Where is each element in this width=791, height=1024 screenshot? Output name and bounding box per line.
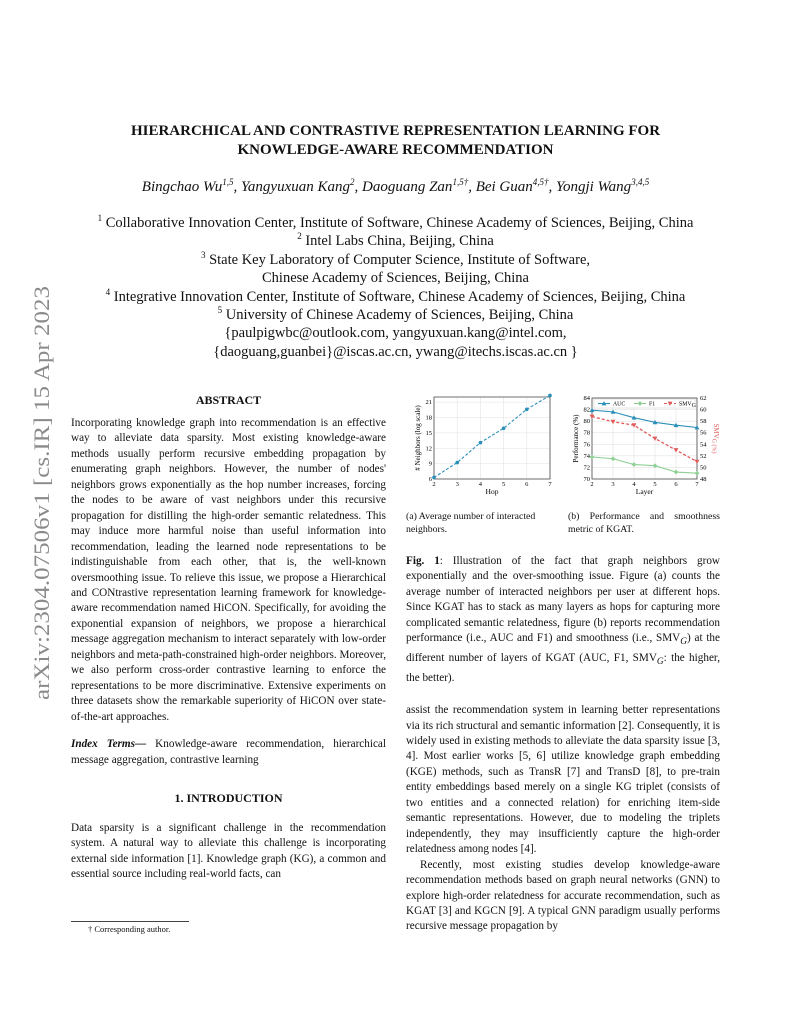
- affiliation-mark: 4: [105, 286, 111, 297]
- figure-caption-text: : Illustration of the fact that graph neighbors grow exponentially and the over-smoothing issue. Figure (a) counts the average number of interacted neighbors per user at different hops. Since KGAT has to stack as many layers as hops for capturing more complicated semantic relatedness, figure (b) reports recommendation performance (i.e., AUC and F1) and smoothness (i.e., $SMV_G$) at the different number of layers of KGAT (AUC, F1, $SMV_G$: the higher, the better).: [406, 555, 720, 684]
- x-tick-label: 4: [632, 481, 636, 488]
- y-right-tick-label: 58: [700, 418, 707, 426]
- y-axis-label: Performance (%): [572, 414, 580, 463]
- y-axis-label: # Neighbors (log scale): [414, 405, 422, 471]
- affiliation-text: Integrative Innovation Center, Institute of Software, Chinese Academy of Sciences, Beijing, China: [113, 288, 686, 305]
- affiliation-line: [70, 269, 721, 287]
- affiliation-line: [70, 232, 721, 250]
- legend-label: F1: [649, 401, 656, 408]
- x-tick-label: 3: [611, 481, 615, 488]
- data-point: [502, 426, 506, 430]
- y-tick-label: 72: [583, 464, 590, 472]
- author-name: Daoguang Zan: [362, 179, 453, 195]
- index-terms-label: Index Terms—: [71, 738, 147, 751]
- footnote: † Corresponding author.: [88, 924, 171, 934]
- subcaption-a: (a) Average number of interacted neighbors.: [406, 511, 536, 535]
- paper-title-line-2: KNOWLEDGE-AWARE RECOMMENDATION: [237, 142, 554, 158]
- affiliation-list: [70, 214, 721, 361]
- author-name: Yangyuxuan Kang: [240, 179, 350, 195]
- index-terms-text: Knowledge-aware recommendation, hierarchical message aggregation, contrastive learning: [71, 738, 386, 766]
- y-tick-label: 78: [583, 429, 590, 437]
- y-tick-label: 76: [583, 441, 590, 449]
- affiliation-text: University of Chinese Academy of Sciences, Beijing, China: [225, 307, 574, 324]
- affiliation-text: {daoguang,guanbei}@iscas.ac.cn, ywang@itechs.iscas.ac.cn }: [213, 343, 578, 360]
- figure-1: [406, 393, 720, 498]
- introduction-text: Data sparsity is a significant challenge in the recommendation system. A natural way to alleviate this challenge is incorporating external side information [1]. Knowledge graph (KG), a common and essential source including real-world facts, can: [71, 821, 386, 881]
- paper-title: [80, 122, 711, 160]
- y-right-tick-label: 62: [700, 395, 707, 402]
- x-tick-label: 6: [674, 481, 678, 488]
- y-right-tick-label: 48: [700, 476, 707, 483]
- x-axis-label: Layer: [635, 487, 654, 496]
- y-right-tick-label: 52: [700, 452, 707, 460]
- affiliation-text: Intel Labs China, Beijing, China: [305, 233, 494, 250]
- y-right-tick-label: 54: [700, 441, 707, 449]
- y-tick-label: 84: [583, 395, 590, 402]
- figure-subcaptions: [406, 510, 720, 540]
- y-tick-label: 9: [428, 460, 432, 468]
- affiliation-line: [70, 288, 721, 306]
- y-tick-label: 12: [425, 445, 432, 453]
- y-tick-label: 21: [425, 399, 432, 407]
- affiliation-text: Chinese Academy of Sciences, Beijing, China: [262, 270, 529, 287]
- x-tick-label: 5: [501, 481, 506, 488]
- author-affiliation-mark: 1,5: [222, 177, 234, 187]
- y-tick-label: 15: [425, 429, 432, 437]
- affiliation-line: [70, 251, 721, 269]
- affiliation-text: State Key Laboratory of Computer Science, Institute of Software,: [209, 251, 591, 268]
- chart-plot-area: [572, 395, 720, 496]
- y-right-tick-label: 50: [700, 464, 707, 472]
- right-column: [406, 393, 720, 935]
- paper-title-line-1: HIERARCHICAL AND CONTRASTIVE REPRESENTATION LEARNING FOR: [130, 123, 661, 139]
- x-tick-label: 5: [653, 481, 657, 488]
- author-affiliation-mark: 1,5†: [452, 177, 469, 187]
- author-name: Bei Guan: [475, 179, 533, 195]
- index-terms: [71, 737, 386, 768]
- chart-legend: [594, 399, 697, 409]
- y-tick-label: 74: [583, 452, 590, 460]
- left-column: [71, 393, 386, 883]
- legend-label: AUC: [613, 401, 626, 408]
- right-paragraph-2: Recently, most existing studies develop knowledge-aware recommendation methods based on graph neural networks (GNN) to explore high-order relatedness for accurate recommendation, such as KGAT [3] and KGCN [9]. A typical GNN paradigm usually performs recursive message propagation by: [406, 858, 720, 933]
- y-tick-label: 80: [583, 418, 590, 426]
- affiliation-mark: 3: [200, 249, 206, 260]
- data-point: [548, 394, 552, 398]
- x-tick-label: 2: [590, 481, 594, 488]
- y-tick-label: 82: [583, 406, 590, 414]
- figure-label: Fig. 1: [406, 555, 440, 567]
- y-tick-label: 18: [425, 414, 432, 422]
- data-point: [525, 408, 529, 412]
- y-right-axis-label: SMVG (%): [710, 423, 720, 454]
- data-point: [455, 461, 459, 465]
- abstract-text: Incorporating knowledge graph into recommendation is an effective way to alleviate data sparsity. Most existing knowledge-aware methods usually perform recursive embedding propagation by enumerating graph neighbors. However, the number of nodes' neighbors grows exponentially as the hop number increases, forcing the nodes to be aware of vast neighbors under this recursive propagation for distilling the high-order semantic relatedness. This may induce more harmful noise than useful information into recommendation, leading the learned node representations to be indistinguishable from each other, that is, the well-known oversmoothing issue. To relieve this issue, we propose a Hierarchical and CONtrastive representation learning framework for knowledge-aware recommendation named HiCON. Specifically, for avoiding the exponential expansion of neighbors, we propose a hierarchical message aggregation mechanism to interact separately with low-order neighbors and meta-path-constrained high-order neighbors. Moreover, we also perform cross-order contrastive learning to enforce the representations to be more discriminative. Extensive experiments on three datasets show the remarkable superiority of HiCON over state-of-the-art approaches.: [71, 417, 386, 723]
- right-paragraph-1: assist the recommendation system in learning better representations via its rich structural and semantic information [2]. Consequently, it is widely used in existing methods to alleviate the data sparsity issue [3, 4]. Most earlier works [5, 6] utilize knowledge graph embedding (KGE) methods, such as TransR [7] and TransD [8], to pre-train entity embeddings based merely on a single KG triplet (consists of two entities and a connected relation) for enriching item-side semantic representations. However, due to modeling the triplets independently, they may insufficiently capture the high-order relatedness among nodes [4].: [406, 704, 720, 856]
- chart-neighbors: [406, 393, 556, 498]
- affiliation-line: [70, 343, 721, 361]
- affiliation-line: [70, 324, 721, 342]
- x-tick-label: 7: [548, 481, 552, 488]
- x-axis-label: Hop: [485, 487, 499, 496]
- affiliation-text: Collaborative Innovation Center, Institute of Software, Chinese Academy of Sciences, Beijing, China: [105, 215, 694, 231]
- data-point: [479, 441, 483, 445]
- author-list: Bingchao Wu$^{1,5}$, Yangyuxuan Kang$^2$, Daoguang Zan$^{1,5\dagger}$, Bei Guan$^{4,5\dagger}$, Yongji Wang$^{3,4,5}$: [141, 177, 650, 195]
- x-tick-label: 6: [525, 481, 529, 488]
- chart-plot-area: [414, 394, 552, 496]
- y-tick-label: 6: [428, 476, 432, 483]
- author-affiliation-mark: 3,4,5: [631, 177, 650, 187]
- abstract-heading: ABSTRACT: [195, 393, 262, 407]
- affiliation-line: [70, 306, 721, 324]
- y-right-tick-label: 56: [700, 429, 707, 437]
- arxiv-stamp-svg: [18, 285, 62, 700]
- footnote-rule: [71, 921, 189, 922]
- figure-caption: [406, 554, 720, 686]
- x-tick-label: 7: [695, 481, 699, 488]
- chart-performance: [566, 393, 721, 498]
- author-name: Bingchao Wu: [141, 179, 223, 195]
- affiliation-mark: 1: [97, 213, 103, 224]
- data-point: [432, 476, 436, 480]
- affiliation-text: {paulpigwbc@outlook.com, yangyuxuan.kang@intel.com,: [224, 325, 567, 342]
- subcaption-b: (b) Performance and smoothness metric of KGAT.: [568, 511, 720, 535]
- author-name: Yongji Wang: [556, 179, 632, 195]
- x-tick-label: 3: [455, 481, 459, 488]
- x-tick-label: 4: [478, 481, 483, 488]
- y-tick-label: 70: [583, 476, 590, 483]
- introduction-heading: 1. INTRODUCTION: [174, 790, 283, 805]
- x-tick-label: 2: [432, 481, 436, 488]
- arxiv-stamp-text: arXiv:2304.07506v1 [cs.IR] 15 Apr 2023: [29, 335, 54, 700]
- affiliation-mark: 2: [297, 231, 302, 242]
- author-affiliation-mark: 4,5†: [532, 177, 549, 187]
- legend-label: SMVG: [679, 401, 696, 409]
- affiliation-mark: 5: [217, 305, 223, 316]
- affiliation-line: [70, 214, 721, 232]
- arxiv-stamp: [18, 285, 62, 700]
- plot-background: [592, 398, 697, 479]
- y-right-tick-label: 60: [700, 406, 707, 414]
- author-affiliation-mark: 2: [350, 177, 355, 187]
